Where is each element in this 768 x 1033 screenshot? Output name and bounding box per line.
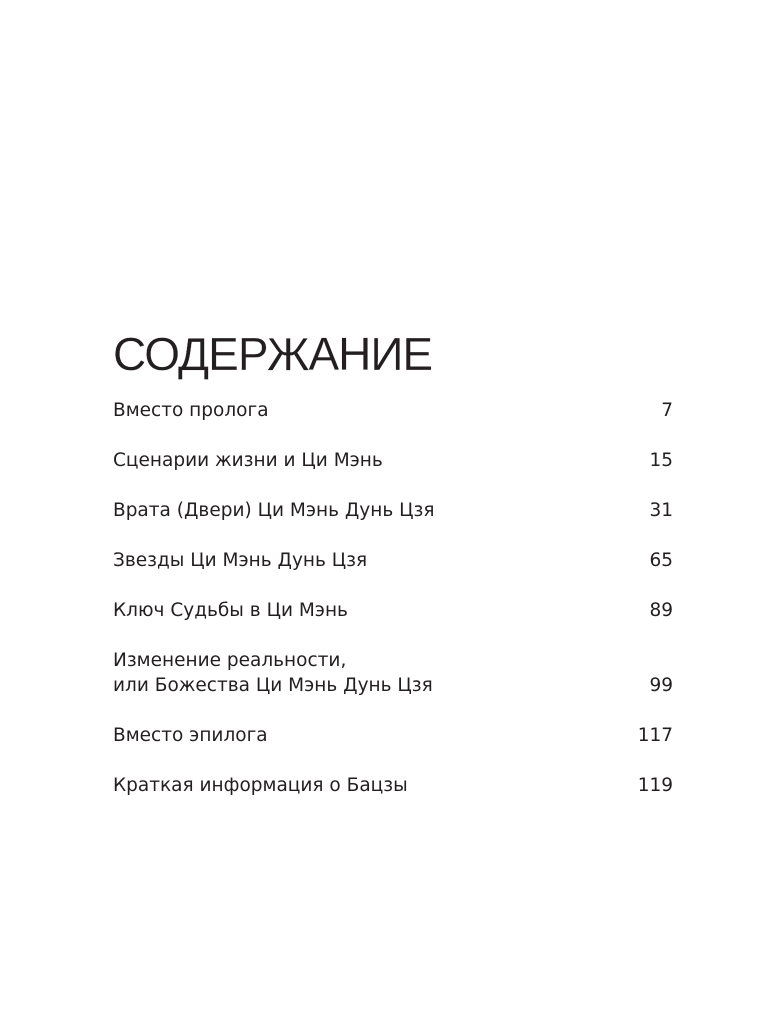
- toc-entry-label-line: Звезды Ци Мэнь Дунь Цзя: [113, 550, 368, 571]
- toc-entry-label: [113, 723, 268, 748]
- toc-entry-page-number: 31: [649, 500, 673, 521]
- toc-entry-label-line: Изменение реальности,: [113, 650, 347, 671]
- toc-entry[interactable]: [113, 598, 673, 623]
- table-of-contents: [113, 326, 673, 823]
- toc-entry-label-line: или Божества Ци Мэнь Дунь Цзя: [113, 675, 433, 696]
- toc-entry-label: [113, 648, 433, 698]
- toc-entry-label-line: Ключ Судьбы в Ци Мэнь: [113, 600, 348, 621]
- toc-entry-label-line: Сценарии жизни и Ци Мэнь: [113, 450, 383, 471]
- toc-entry-page-number: 119: [637, 775, 673, 796]
- toc-list: [113, 398, 673, 798]
- toc-entry[interactable]: [113, 723, 673, 748]
- page-title: СОДЕРЖАНИЕ: [113, 328, 433, 380]
- toc-entry-page-number: 89: [649, 600, 673, 621]
- toc-entry-page-number: 117: [637, 725, 673, 746]
- toc-entry[interactable]: [113, 548, 673, 573]
- toc-entry[interactable]: [113, 773, 673, 798]
- toc-entry-page-number: 65: [649, 550, 673, 571]
- toc-entry[interactable]: [113, 648, 673, 698]
- toc-entry-label-line: Вместо эпилога: [113, 725, 268, 746]
- toc-entry-label: [113, 548, 367, 573]
- toc-entry-label-line: Краткая информация о Бацзы: [113, 775, 408, 796]
- toc-entry-label: [113, 498, 434, 523]
- toc-entry[interactable]: [113, 448, 673, 473]
- toc-entry-page-number: 99: [649, 675, 673, 696]
- toc-entry-label: [113, 448, 383, 473]
- toc-entry[interactable]: [113, 498, 673, 523]
- toc-entry-page-number: 15: [649, 450, 673, 471]
- toc-entry-label: [113, 598, 348, 623]
- toc-entry-label: [113, 398, 269, 423]
- toc-entry-page-number: 7: [661, 400, 673, 421]
- toc-entry-label: [113, 773, 408, 798]
- toc-entry-label-line: Вместо пролога: [113, 400, 269, 421]
- toc-entry-label-line: Врата (Двери) Ци Мэнь Дунь Цзя: [113, 500, 435, 521]
- toc-entry[interactable]: [113, 398, 673, 423]
